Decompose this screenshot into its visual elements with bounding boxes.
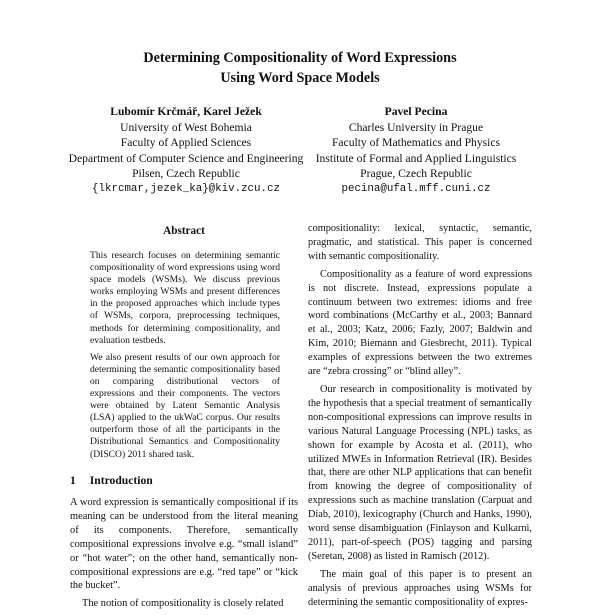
section-heading-introduction <box>70 474 167 487</box>
title-line-1: Determining Compositionality of Word Expressions <box>143 50 457 66</box>
body-paragraph: Compositionality as a feature of word expressions is not discrete. Instead, expressions populate a continuum between two extremes: idioms and free word combinations (McCarthy et al., 2003; Bannard et al., 2003; Katz, 2006; Fazly, 2007; Baldwin and Kim, 2010; Biemann and Giesbrecht, 2011). Typical examples of expressions between the two extremes are “zebra crossing” or “blind alley”. <box>308 268 532 378</box>
affiliation-university-right: Charles University in Prague <box>348 120 484 134</box>
author-email-right: pecina@ufal.mff.cuni.cz <box>341 182 491 195</box>
author-block-left <box>66 104 306 198</box>
author-block-right <box>310 104 522 198</box>
body-paragraph: The main goal of this paper is to present an analysis of previous approaches using WSMs for determining the semantic compositionality of expres- <box>308 568 532 608</box>
paper-title <box>0 48 600 88</box>
affiliation-faculty-right: Faculty of Mathematics and Physics <box>331 136 501 150</box>
right-column-body <box>308 222 532 613</box>
affiliation-faculty-left: Faculty of Applied Sciences <box>120 136 252 150</box>
left-column-body <box>70 496 298 615</box>
affiliation-location-left: Pilsen, Czech Republic <box>132 167 240 181</box>
body-paragraph: compositionality: lexical, syntactic, semantic, pragmatic, and statistical. This paper is concerned with semantic compositionality. <box>308 223 532 262</box>
body-paragraph: A word expression is semantically compositional if its meaning can be understood from the literal meaning of its components. Therefore, semantically compositional expressions involve e.g. “small island” or “hot water”; on the other hand, semantically non-compositional expressions are e.g. “red tape” or “kick the bucket”. <box>70 497 298 592</box>
affiliation-location-right: Prague, Czech Republic <box>360 167 472 181</box>
body-paragraph: Our research in compositionality is motivated by the hypothesis that a special treatment of semantically non-compositional expressions can improve results in various Natural Language Processing (NPL) tasks, as shown for example by Acosta et al. (2011), who utilized MWEs in Information Retrieval (IR). Besides that, there are other NLP applications that can benefit from knowing the degree of compositionality of expressions such as machine translation (Carpuat and Diab, 2010), lexicography (Church and Hanks, 1990), word sense disambiguation (Finlayson and Kulkarni, 2011), part-of-speech (POS) tagging and parsing (Seretan, 2008) as listed in Ramisch (2012). <box>308 383 532 562</box>
affiliation-department-left: Department of Computer Science and Engineering <box>68 151 304 165</box>
author-names-right: Pavel Pecina <box>384 105 448 118</box>
section-title: Introduction <box>89 474 153 487</box>
author-names-left: Lubomír Krčmář, Karel Ježek <box>110 105 262 118</box>
abstract-paragraph: We also present results of our own approach for determining the semantic compositionality based on comparing distributional vectors of expressions and their components. The vectors were obtained by Latent Semantic Analysis (LSA) applied to the ukWaC corpus. Our results outperform those of all the participants in the Distributional Semantics and Compositionality (DISCO) 2011 shared task. <box>90 351 280 460</box>
affiliation-institute-right: Institute of Formal and Applied Linguistics <box>315 151 517 165</box>
affiliation-university-left: University of West Bohemia <box>120 120 252 134</box>
author-email-left: {lkrcmar,jezek_ka}@kiv.zcu.cz <box>92 182 280 195</box>
body-paragraph: The notion of compositionality is closely related <box>82 598 284 610</box>
title-line-2: Using Word Space Models <box>220 70 380 86</box>
abstract-paragraph: This research focuses on determining semantic compositionality of word expressions using word space models (WSMs). We discuss previous works employing WSMs and present differences in the proposed approaches which include types of WSMs, corpora, preprocessing techniques, methods for determining compositionality, and evaluation testbeds. <box>90 250 280 346</box>
abstract-body <box>90 250 280 466</box>
section-number: 1 <box>70 474 76 487</box>
abstract-heading: Abstract <box>163 225 205 237</box>
